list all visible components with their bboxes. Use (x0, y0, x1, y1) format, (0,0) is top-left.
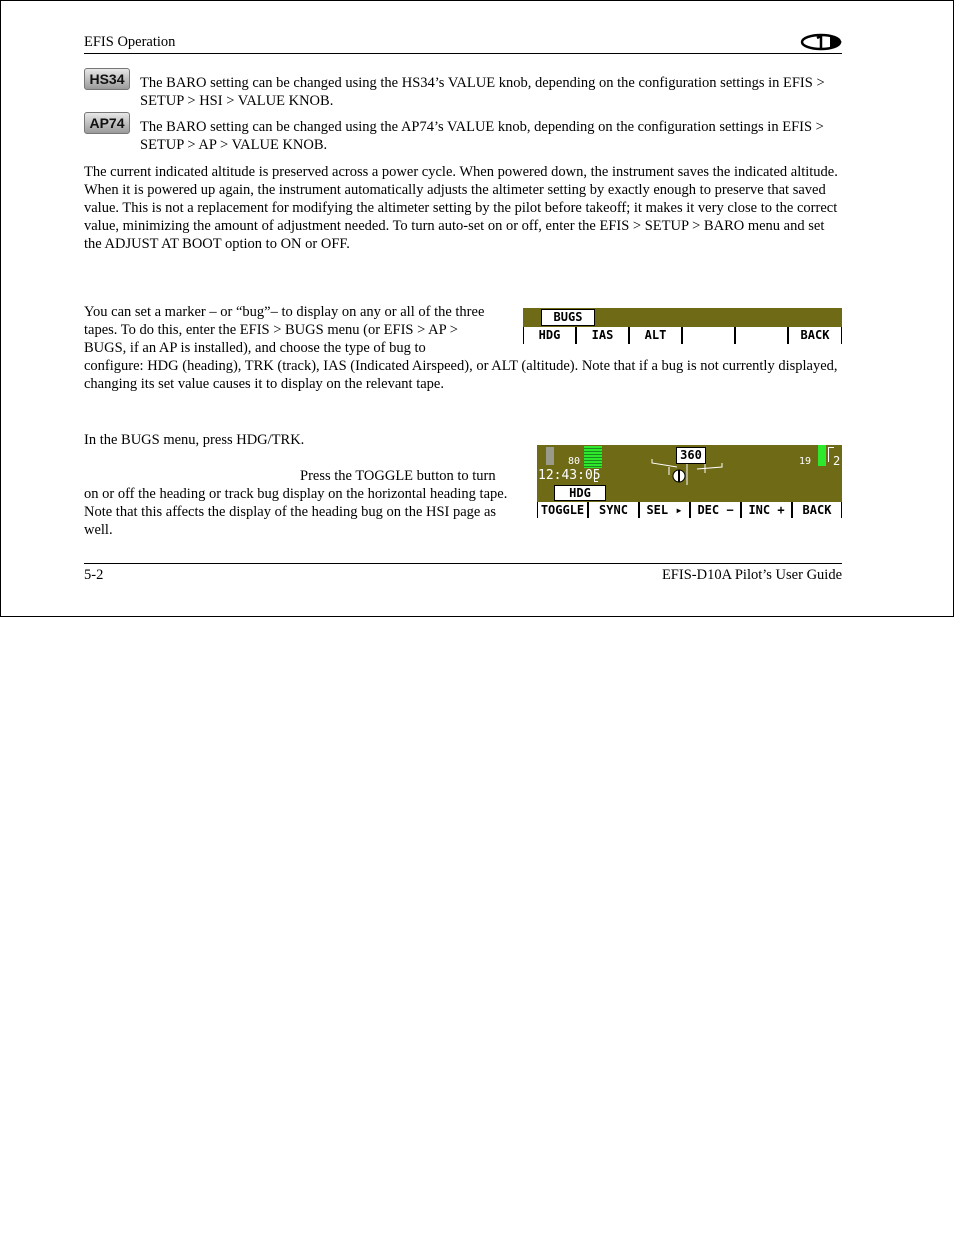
decrement-button[interactable]: DEC − (691, 502, 741, 518)
hdg-menu-title: HDG (554, 485, 606, 501)
bugs-blank-button-1[interactable] (683, 327, 735, 344)
hdg-softkey-bar (537, 502, 842, 518)
right-tape-label: 19 (799, 456, 812, 467)
right-green-bar (818, 445, 826, 466)
left-tape-indicator (546, 447, 554, 465)
toggle-paragraph: Press the TOGGLE button to turn on or off the heading or track bug display on the horizontal heading tape. Note that this affects the display of the heading bug on the HSI page as well. (84, 468, 508, 538)
hs34-badge: HS34 (84, 68, 130, 90)
header-rule (84, 53, 842, 54)
hs34-note-text: The BARO setting can be changed using the HS34’s VALUE knob, depending on the configuration settings in EFIS > SETUP > HSI > VALUE KNOB. (140, 75, 825, 109)
right-tape-label-2: 2 (833, 454, 841, 468)
bugs-menu-title: BUGS (541, 309, 595, 326)
bugs-alt-button[interactable]: ALT (630, 327, 682, 344)
clock-tick-mark (594, 471, 598, 482)
header-section-title: EFIS Operation (84, 34, 176, 50)
footer-doc-title: EFIS-D10A Pilot’s User Guide (661, 567, 842, 583)
sync-button[interactable]: SYNC (589, 502, 639, 518)
bugs-paragraph-wrapped: You can set a marker – or “bug”– to display on any or all of the three tapes. To do this, enter the EFIS > BUGS menu (or EFIS > AP > BUGS, if an AP is installed), and choose the type of bug to (84, 304, 485, 356)
bugs-ias-button[interactable]: IAS (577, 327, 629, 344)
increment-button[interactable]: INC + (742, 502, 792, 518)
heading-value-box: 360 (676, 447, 706, 464)
hdg-menu-screenshot (537, 445, 842, 518)
hdg-intro-text: In the BUGS menu, press HDG/TRK. (84, 432, 305, 448)
bugs-hdg-button[interactable]: HDG (524, 327, 576, 344)
clock-readout: 12:43:05 (538, 468, 601, 483)
bugs-softkey-bar (523, 327, 842, 344)
toggle-button[interactable]: TOGGLE (538, 502, 588, 518)
left-tape-label: 80 (568, 456, 581, 467)
footer-page-number: 5-2 (84, 567, 104, 583)
altitude-paragraph: The current indicated altitude is preserved across a power cycle. When powered down, the instrument saves the indicated altitude. When it is powered up again, the instrument automatically adjusts the altimeter setting by exactly enough to preserve that saved value. This is not a replacement for modifying the altimeter setting by the pilot before takeoff; it makes it very close to the correct value, minimizing the amount of adjustment needed. To turn auto-set on or off, enter the EFIS > SETUP > BARO menu and set the ADJUST AT BOOT option to ON or OFF. (84, 164, 838, 252)
ap74-badge: AP74 (84, 112, 130, 134)
brand-logo-icon (800, 33, 842, 51)
ap74-note-text: The BARO setting can be changed using the AP74’s VALUE knob, depending on the configuration settings in EFIS > SETUP > AP > VALUE KNOB. (140, 119, 824, 153)
footer-rule (84, 563, 842, 564)
bugs-back-button[interactable]: BACK (789, 327, 842, 344)
hdg-back-button[interactable]: BACK (793, 502, 842, 518)
select-button[interactable]: SEL ▸ (640, 502, 690, 518)
airspeed-green-bar (584, 446, 602, 468)
bugs-paragraph-full: configure: HDG (heading), TRK (track), IAS (Indicated Airspeed), or ALT (altitude). Note that if a bug is not currently displayed, changing its set value causes it to display on the relevant tape. (84, 358, 838, 392)
bugs-menu-screenshot (523, 308, 842, 344)
bugs-blank-button-2[interactable] (736, 327, 788, 344)
